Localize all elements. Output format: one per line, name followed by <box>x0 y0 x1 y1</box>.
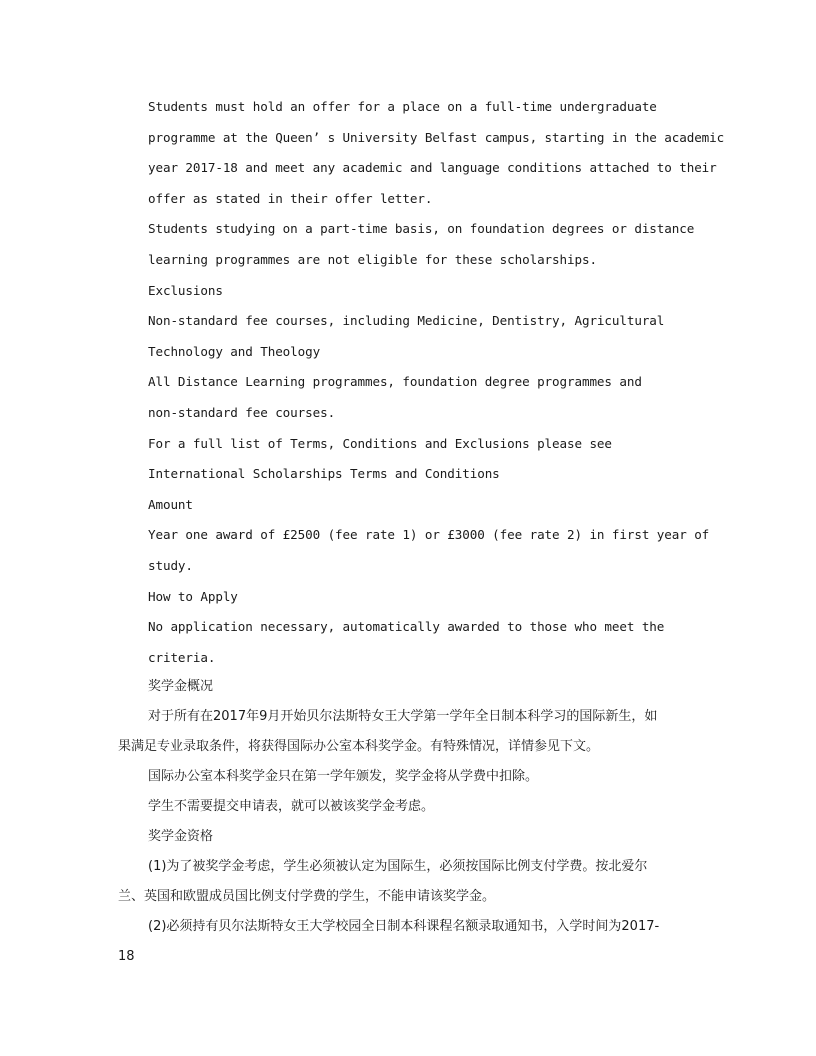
text-line: For a full list of Terms, Conditions and Exclusions please see <box>148 435 612 451</box>
text-line: criteria. <box>148 649 216 665</box>
text-line: non-standard fee courses. <box>148 404 336 420</box>
text-line: Non-standard fee courses, including Medicine, Dentistry, Agricultural <box>148 313 665 329</box>
text-line: Students studying on a part-time basis, on foundation degrees or distance <box>148 221 695 237</box>
text-line: No application necessary, automatically awarded to those who meet the <box>148 619 665 635</box>
text-line: Year one award of £2500 (fee rate 1) or £3000 (fee rate 2) in first year of <box>148 527 710 543</box>
section-heading-exclusions: Exclusions <box>148 282 223 298</box>
section-heading-amount: Amount <box>148 496 193 512</box>
section-heading-overview: 奖学金概况 <box>148 679 214 694</box>
text-line: All Distance Learning programmes, foundation degree programmes and <box>148 374 642 390</box>
text-line: Technology and Theology <box>148 343 321 359</box>
english-scholarship-text <box>148 92 725 673</box>
text-line: 对于所有在2017年9月开始贝尔法斯特女王大学第一学年全日制本科学习的国际新生，如 <box>148 709 658 724</box>
text-line: 学生不需要提交申请表，就可以被该奖学金考虑。 <box>148 799 435 814</box>
text-line: International Scholarships Terms and Conditions <box>148 466 500 482</box>
text-line: Students must hold an offer for a place on a full-time undergraduate <box>148 99 657 114</box>
section-heading-eligibility: 奖学金资格 <box>148 829 214 844</box>
text-line: 国际办公室本科奖学金只在第一学年颁发，奖学金将从学费中扣除。 <box>148 769 539 784</box>
text-line: year 2017-18 and meet any academic and language conditions attached to their <box>148 160 717 176</box>
chinese-scholarship-text <box>118 672 698 972</box>
text-line: offer as stated in their offer letter. <box>148 190 433 206</box>
section-heading-how-to-apply: How to Apply <box>148 588 238 604</box>
text-line: (1)为了被奖学金考虑，学生必须被认定为国际生，必须按国际比例支付学费。按北爱尔 <box>148 859 648 874</box>
text-line: 18 <box>118 949 135 964</box>
text-line: (2)必须持有贝尔法斯特女王大学校园全日制本科课程名额录取通知书，入学时间为2017- <box>148 919 660 934</box>
text-line: programme at the Queen’ s University Belfast campus, starting in the academic <box>148 129 725 145</box>
text-line: learning programmes are not eligible for these scholarships. <box>148 251 597 267</box>
text-line: study. <box>148 557 193 573</box>
text-line: 果满足专业录取条件，将获得国际办公室本科奖学金。有特殊情况，详情参见下文。 <box>118 739 600 754</box>
text-line: 兰、英国和欧盟成员国比例支付学费的学生，不能申请该奖学金。 <box>118 889 496 904</box>
